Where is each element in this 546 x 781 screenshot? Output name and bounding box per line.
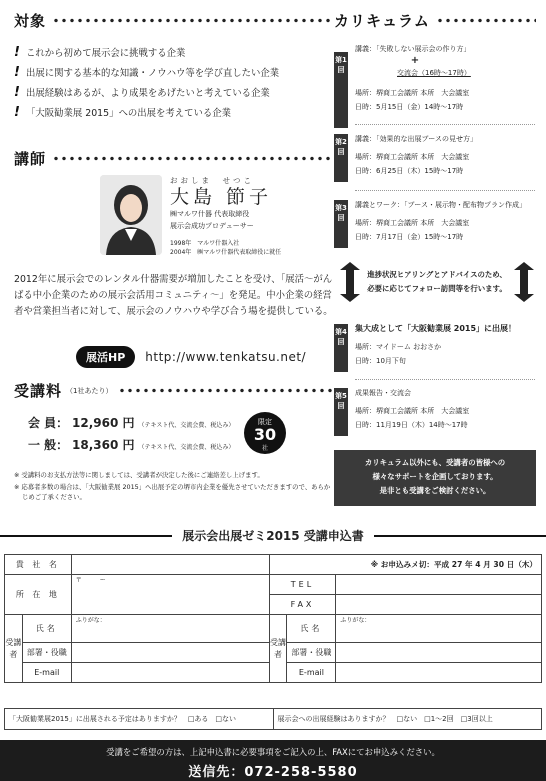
lecturer-info (170, 175, 340, 257)
fee-header (14, 380, 332, 401)
lecturer-name: 大島 節子 (170, 186, 273, 208)
tel-label: TEL (269, 575, 336, 595)
fee-title-note: （1社あたり） (66, 386, 113, 395)
curriculum-header (334, 10, 536, 31)
dot-divider (118, 388, 332, 393)
list-item: ! 出展に関する基本的な知識・ノウハウ等を学び直したい企業 (14, 65, 280, 80)
fee-member-row: 会 員： 12,960 円 （テキスト代、交流会費、税込み） (28, 416, 235, 430)
fee-notes: ※ 受講料のお支払方法等に関しましては、受講者が決定した後にご連絡差し上げます。 ※ 応募者多数の場合は、「大阪勧業展 2015」へ出展予定の堺市内企業を優先させていただきますので、あらかじめご了承ください。 (14, 471, 331, 501)
footer-instruction: 受講をご希望の方は、上記申込書に必要事項をご記入の上、FAXにてお申込みください。 (106, 747, 440, 757)
dept-label-2: 部署・役職 (287, 643, 336, 663)
email-label-2: E-mail (287, 663, 336, 683)
support-promo-box: カリキュラム以外にも、受講者の皆様への 様々なサポートを企画しております。 是非とも受講をご検討ください。 (334, 450, 536, 506)
divider (355, 124, 535, 125)
session-body: 講義：「失敗しない展示会の作り方」 + 交流会（16時～17時） 場所：堺商工会議所 本所 大会議室 日時：5月15日（金）14時～17時 (355, 45, 471, 111)
list-item: ! 出展経験はあるが、より成果をあげたいと考えている企業 (14, 85, 270, 100)
dot-divider (52, 156, 332, 161)
divider (0, 535, 172, 537)
dot-divider (436, 18, 536, 23)
homepage-link-row (76, 346, 306, 368)
application-form (4, 554, 542, 683)
dept-field-2[interactable] (336, 643, 542, 663)
target-list (14, 44, 334, 124)
session-tab: 第4回 (334, 324, 348, 372)
dept-field-1[interactable] (71, 643, 269, 663)
list-item: ! これから初めて展示会に挑戦する企業 (14, 45, 186, 60)
name-field-1[interactable]: ふりがな： (71, 615, 269, 643)
lecturer-history: 1998年 マルワ什器入社 2004年 ㈱マルワ什器代表取締役に就任 (170, 240, 282, 256)
exclamation-icon: ! (14, 65, 20, 80)
application-header (0, 527, 546, 544)
curriculum-session-2 (334, 128, 534, 190)
name-label-1: 氏名 (22, 615, 71, 643)
session-body: 講義とワーク：「ブース・展示物・配布物プラン作成」 場所：堺商工会議所 本所 大会議室 日時：7月17日（金）15時～17時 (355, 201, 526, 241)
target-header (14, 10, 332, 31)
session-body: 成果報告・交流会 場所：堺商工会議所 本所 大会議室 日時：11月19日（木）14時～17時 (355, 389, 470, 429)
footer (0, 740, 546, 781)
attendee-label-2: 受講者 (269, 615, 287, 683)
homepage-link[interactable]: http://www.tenkatsu.net/ (145, 350, 307, 364)
divider (355, 379, 535, 380)
email-field-2[interactable] (336, 663, 542, 683)
curriculum-session-3 (334, 194, 534, 256)
exhibit-experience-question[interactable]: 展示会への出展経験はありますか？ □ない □1～2回 □3回以上 (273, 709, 542, 729)
curriculum-session-4 (334, 320, 534, 376)
application-title: 展示会出展ゼミ2015 受講申込書 (182, 529, 364, 543)
question-row (4, 708, 542, 730)
session-tab: 第5回 (334, 388, 348, 436)
curriculum-title: カリキュラム (334, 12, 430, 30)
target-title: 対象 (14, 12, 47, 30)
session-body: 集大成として「大阪勧業展 2015」に出展！ 場所：マイドーム おおさか 日時：10月下旬 (355, 324, 517, 365)
curriculum-session-5 (334, 384, 534, 440)
session-tab: 第3回 (334, 200, 348, 248)
homepage-badge: 展活HP (76, 346, 135, 368)
email-field-1[interactable] (71, 663, 269, 683)
fee-general-row: 一 般： 18,360 円 （テキスト代、交流会費、税込み） (28, 438, 235, 452)
company-label: 貴 社 名 (5, 555, 72, 575)
deadline-text: ※ お申込みメ切：平成 27 年 4 月 30 日（木） (269, 555, 541, 575)
followup-text: 進捗状況ヒアリングとアドバイスのため、 必要に応じてフォロー訪問等を行います。 (367, 270, 507, 293)
name-label-2: 氏名 (287, 615, 336, 643)
divider (374, 535, 546, 537)
company-field[interactable] (71, 555, 269, 575)
fax-number: 送信先：072-258-5580 (188, 765, 358, 780)
list-item: ! 「大阪勧業展 2015」への出展を考えている企業 (14, 105, 231, 120)
lecturer-intro: 2012年に展示会でのレンタル什器需要が増加したことを受け、「展活～がんばる中小企業のための展示会活用コミュニティ～」を発足。中小企業の経営者や営業担当者に対して、展示会のノウハウや学び合う場を提供している。 (14, 274, 333, 317)
fax-field[interactable] (336, 595, 542, 615)
lecturer-role: 展示会成功プロデューサー (170, 222, 254, 230)
exclamation-icon: ! (14, 45, 20, 60)
exhibit-plan-question[interactable]: 「大阪勧業展2015」に出展される予定はありますか？ □ある □ない (9, 715, 237, 723)
attendee-label-1: 受講者 (5, 615, 23, 683)
divider (355, 190, 535, 191)
lecturer-title: 講師 (14, 150, 47, 168)
dept-label-1: 部署・役職 (22, 643, 71, 663)
lecturer-header (14, 148, 332, 169)
lecturer-photo (100, 175, 162, 255)
fee-member-price: 12,960 円 (72, 416, 135, 430)
fee-title: 受講料 (14, 382, 63, 400)
address-field[interactable]: 〒 ー (71, 575, 269, 615)
session-tab: 第2回 (334, 134, 348, 182)
email-label-1: E-mail (22, 663, 71, 683)
limited-badge: 限定 30 社 (244, 412, 286, 454)
lecturer-role: ㈱マルワ什器 代表取締役 (170, 210, 250, 218)
dot-divider (52, 18, 332, 23)
fee-general-price: 18,360 円 (72, 438, 135, 452)
followup-arrow (340, 262, 534, 302)
session-body: 講義：「効果的な出展ブースの見せ方」 場所：堺商工会議所 本所 大会議室 日時：6月25日（木）15時～17時 (355, 135, 477, 175)
address-label: 所 在 地 (5, 575, 72, 615)
exclamation-icon: ! (14, 105, 20, 120)
tel-field[interactable] (336, 575, 542, 595)
lecturer-furigana: おおしま せつこ (170, 176, 254, 185)
exclamation-icon: ! (14, 85, 20, 100)
session-tab: 第1回 (334, 52, 348, 128)
fax-label: FAX (269, 595, 336, 615)
name-field-2[interactable]: ふりがな： (336, 615, 542, 643)
